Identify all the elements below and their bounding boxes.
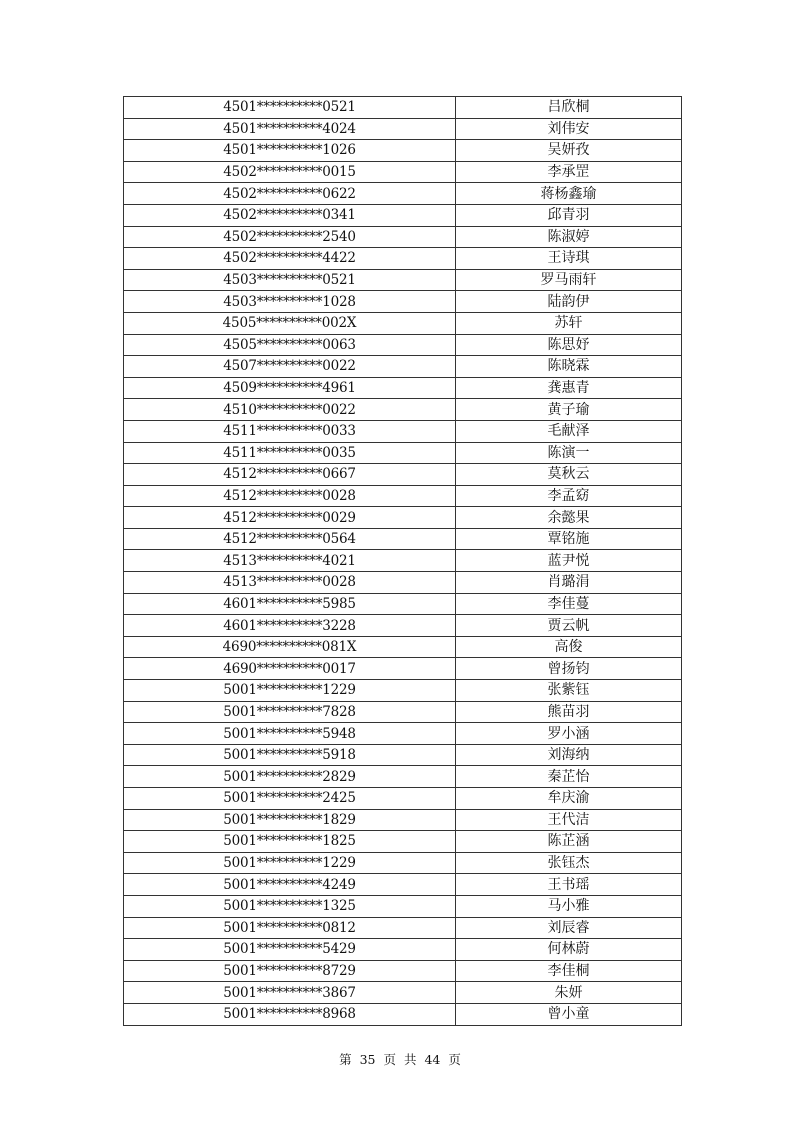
table-row	[124, 204, 682, 226]
name-cell: 龚惠青	[456, 377, 682, 399]
name-cell: 牟庆渝	[456, 788, 682, 810]
table-row	[124, 939, 682, 961]
table-row	[124, 680, 682, 702]
name-cell: 莫秋云	[456, 464, 682, 486]
table-row	[124, 291, 682, 313]
table-row	[124, 140, 682, 162]
id-number-cell: 4512**********0028	[124, 485, 456, 507]
name-cell: 陈演一	[456, 442, 682, 464]
name-cell: 肖璐涓	[456, 572, 682, 594]
name-cell: 王代洁	[456, 809, 682, 831]
table-row	[124, 636, 682, 658]
id-number-cell: 4505**********002X	[124, 312, 456, 334]
id-number-cell: 5001**********4249	[124, 874, 456, 896]
footer-page-label: 页	[383, 1052, 396, 1067]
id-number-cell: 5001**********5948	[124, 723, 456, 745]
id-number-cell: 5001**********8968	[124, 1003, 456, 1025]
name-cell: 马小雅	[456, 895, 682, 917]
name-cell: 张钰杰	[456, 852, 682, 874]
table-row	[124, 658, 682, 680]
id-number-cell: 4501**********4024	[124, 118, 456, 140]
id-number-cell: 5001**********1229	[124, 680, 456, 702]
table-row	[124, 895, 682, 917]
table-row	[124, 442, 682, 464]
id-number-cell: 4513**********4021	[124, 550, 456, 572]
roster-table-body	[124, 97, 682, 1026]
id-number-cell: 4507**********0022	[124, 356, 456, 378]
id-number-cell: 5001**********1829	[124, 809, 456, 831]
id-number-cell: 4690**********081X	[124, 636, 456, 658]
name-cell: 李佳蔓	[456, 593, 682, 615]
table-row	[124, 593, 682, 615]
name-cell: 李佳桐	[456, 960, 682, 982]
id-number-cell: 4513**********0028	[124, 572, 456, 594]
name-cell: 王书瑶	[456, 874, 682, 896]
table-row	[124, 161, 682, 183]
id-number-cell: 4502**********0341	[124, 204, 456, 226]
id-number-cell: 4690**********0017	[124, 658, 456, 680]
name-cell: 覃铭施	[456, 528, 682, 550]
id-number-cell: 5001**********2425	[124, 788, 456, 810]
table-row	[124, 788, 682, 810]
name-cell: 曾扬钧	[456, 658, 682, 680]
table-row	[124, 183, 682, 205]
name-cell: 余懿果	[456, 507, 682, 529]
table-row	[124, 356, 682, 378]
id-number-cell: 4502**********0015	[124, 161, 456, 183]
name-cell: 贾云帆	[456, 615, 682, 637]
name-cell: 张紫钰	[456, 680, 682, 702]
table-row	[124, 744, 682, 766]
name-cell: 罗小涵	[456, 723, 682, 745]
id-number-cell: 5001**********3867	[124, 982, 456, 1004]
id-number-cell: 5001**********1825	[124, 831, 456, 853]
id-number-cell: 4503**********1028	[124, 291, 456, 313]
id-number-cell: 5001**********2829	[124, 766, 456, 788]
table-row	[124, 723, 682, 745]
id-number-cell: 5001**********5429	[124, 939, 456, 961]
id-number-cell: 4509**********4961	[124, 377, 456, 399]
table-row	[124, 312, 682, 334]
name-cell: 熊苗羽	[456, 701, 682, 723]
name-cell: 陈晓霖	[456, 356, 682, 378]
id-number-cell: 4502**********4422	[124, 248, 456, 270]
name-cell: 蒋杨鑫瑜	[456, 183, 682, 205]
table-row	[124, 701, 682, 723]
id-number-cell: 4501**********0521	[124, 97, 456, 119]
table-row	[124, 982, 682, 1004]
id-number-cell: 5001**********1325	[124, 895, 456, 917]
table-row	[124, 269, 682, 291]
id-number-cell: 5001**********7828	[124, 701, 456, 723]
name-cell: 曾小童	[456, 1003, 682, 1025]
table-row	[124, 874, 682, 896]
footer-total-prefix: 共	[403, 1052, 417, 1067]
id-number-cell: 4512**********0029	[124, 507, 456, 529]
table-row	[124, 960, 682, 982]
footer-current-page: 35	[359, 1052, 376, 1067]
name-cell: 邱青羽	[456, 204, 682, 226]
name-cell: 蓝尹悦	[456, 550, 682, 572]
name-cell: 王诗琪	[456, 248, 682, 270]
id-number-cell: 5001**********1229	[124, 852, 456, 874]
id-number-cell: 4511**********0033	[124, 420, 456, 442]
id-number-cell: 4501**********1026	[124, 140, 456, 162]
table-row	[124, 917, 682, 939]
name-cell: 陈芷涵	[456, 831, 682, 853]
footer-total-pages: 44	[424, 1052, 441, 1067]
table-row	[124, 766, 682, 788]
name-cell: 李孟窈	[456, 485, 682, 507]
name-cell: 刘海纳	[456, 744, 682, 766]
id-number-cell: 4512**********0564	[124, 528, 456, 550]
table-row	[124, 377, 682, 399]
table-row	[124, 399, 682, 421]
table-row	[124, 831, 682, 853]
name-cell: 李承罡	[456, 161, 682, 183]
name-cell: 罗马雨轩	[456, 269, 682, 291]
name-cell: 高俊	[456, 636, 682, 658]
name-cell: 陈思妤	[456, 334, 682, 356]
id-number-cell: 4511**********0035	[124, 442, 456, 464]
table-row	[124, 528, 682, 550]
name-cell: 何林蔚	[456, 939, 682, 961]
table-row	[124, 1003, 682, 1025]
id-number-cell: 4503**********0521	[124, 269, 456, 291]
id-number-cell: 5001**********0812	[124, 917, 456, 939]
id-number-cell: 4512**********0667	[124, 464, 456, 486]
table-row	[124, 118, 682, 140]
name-cell: 黄子瑜	[456, 399, 682, 421]
roster-table	[123, 96, 682, 1026]
table-row	[124, 248, 682, 270]
table-row	[124, 852, 682, 874]
footer-prefix: 第	[339, 1052, 352, 1067]
table-row	[124, 485, 682, 507]
id-number-cell: 4601**********3228	[124, 615, 456, 637]
id-number-cell: 4502**********0622	[124, 183, 456, 205]
id-number-cell: 4505**********0063	[124, 334, 456, 356]
name-cell: 刘伟安	[456, 118, 682, 140]
name-cell: 秦芷怡	[456, 766, 682, 788]
name-cell: 苏轩	[456, 312, 682, 334]
table-row	[124, 226, 682, 248]
footer-total-label: 页	[448, 1052, 461, 1067]
id-number-cell: 5001**********8729	[124, 960, 456, 982]
id-number-cell: 5001**********5918	[124, 744, 456, 766]
name-cell: 陈淑婷	[456, 226, 682, 248]
id-number-cell: 4502**********2540	[124, 226, 456, 248]
name-cell: 刘辰睿	[456, 917, 682, 939]
id-number-cell: 4601**********5985	[124, 593, 456, 615]
table-row	[124, 550, 682, 572]
id-number-cell: 4510**********0022	[124, 399, 456, 421]
page-footer	[0, 1050, 800, 1068]
table-row	[124, 809, 682, 831]
name-cell: 毛献泽	[456, 420, 682, 442]
table-row	[124, 97, 682, 119]
table-row	[124, 464, 682, 486]
name-cell: 吕欣桐	[456, 97, 682, 119]
table-row	[124, 420, 682, 442]
name-cell: 陆韵伊	[456, 291, 682, 313]
table-row	[124, 334, 682, 356]
table-row	[124, 572, 682, 594]
name-cell: 朱妍	[456, 982, 682, 1004]
table-row	[124, 507, 682, 529]
name-cell: 吴妍孜	[456, 140, 682, 162]
table-row	[124, 615, 682, 637]
